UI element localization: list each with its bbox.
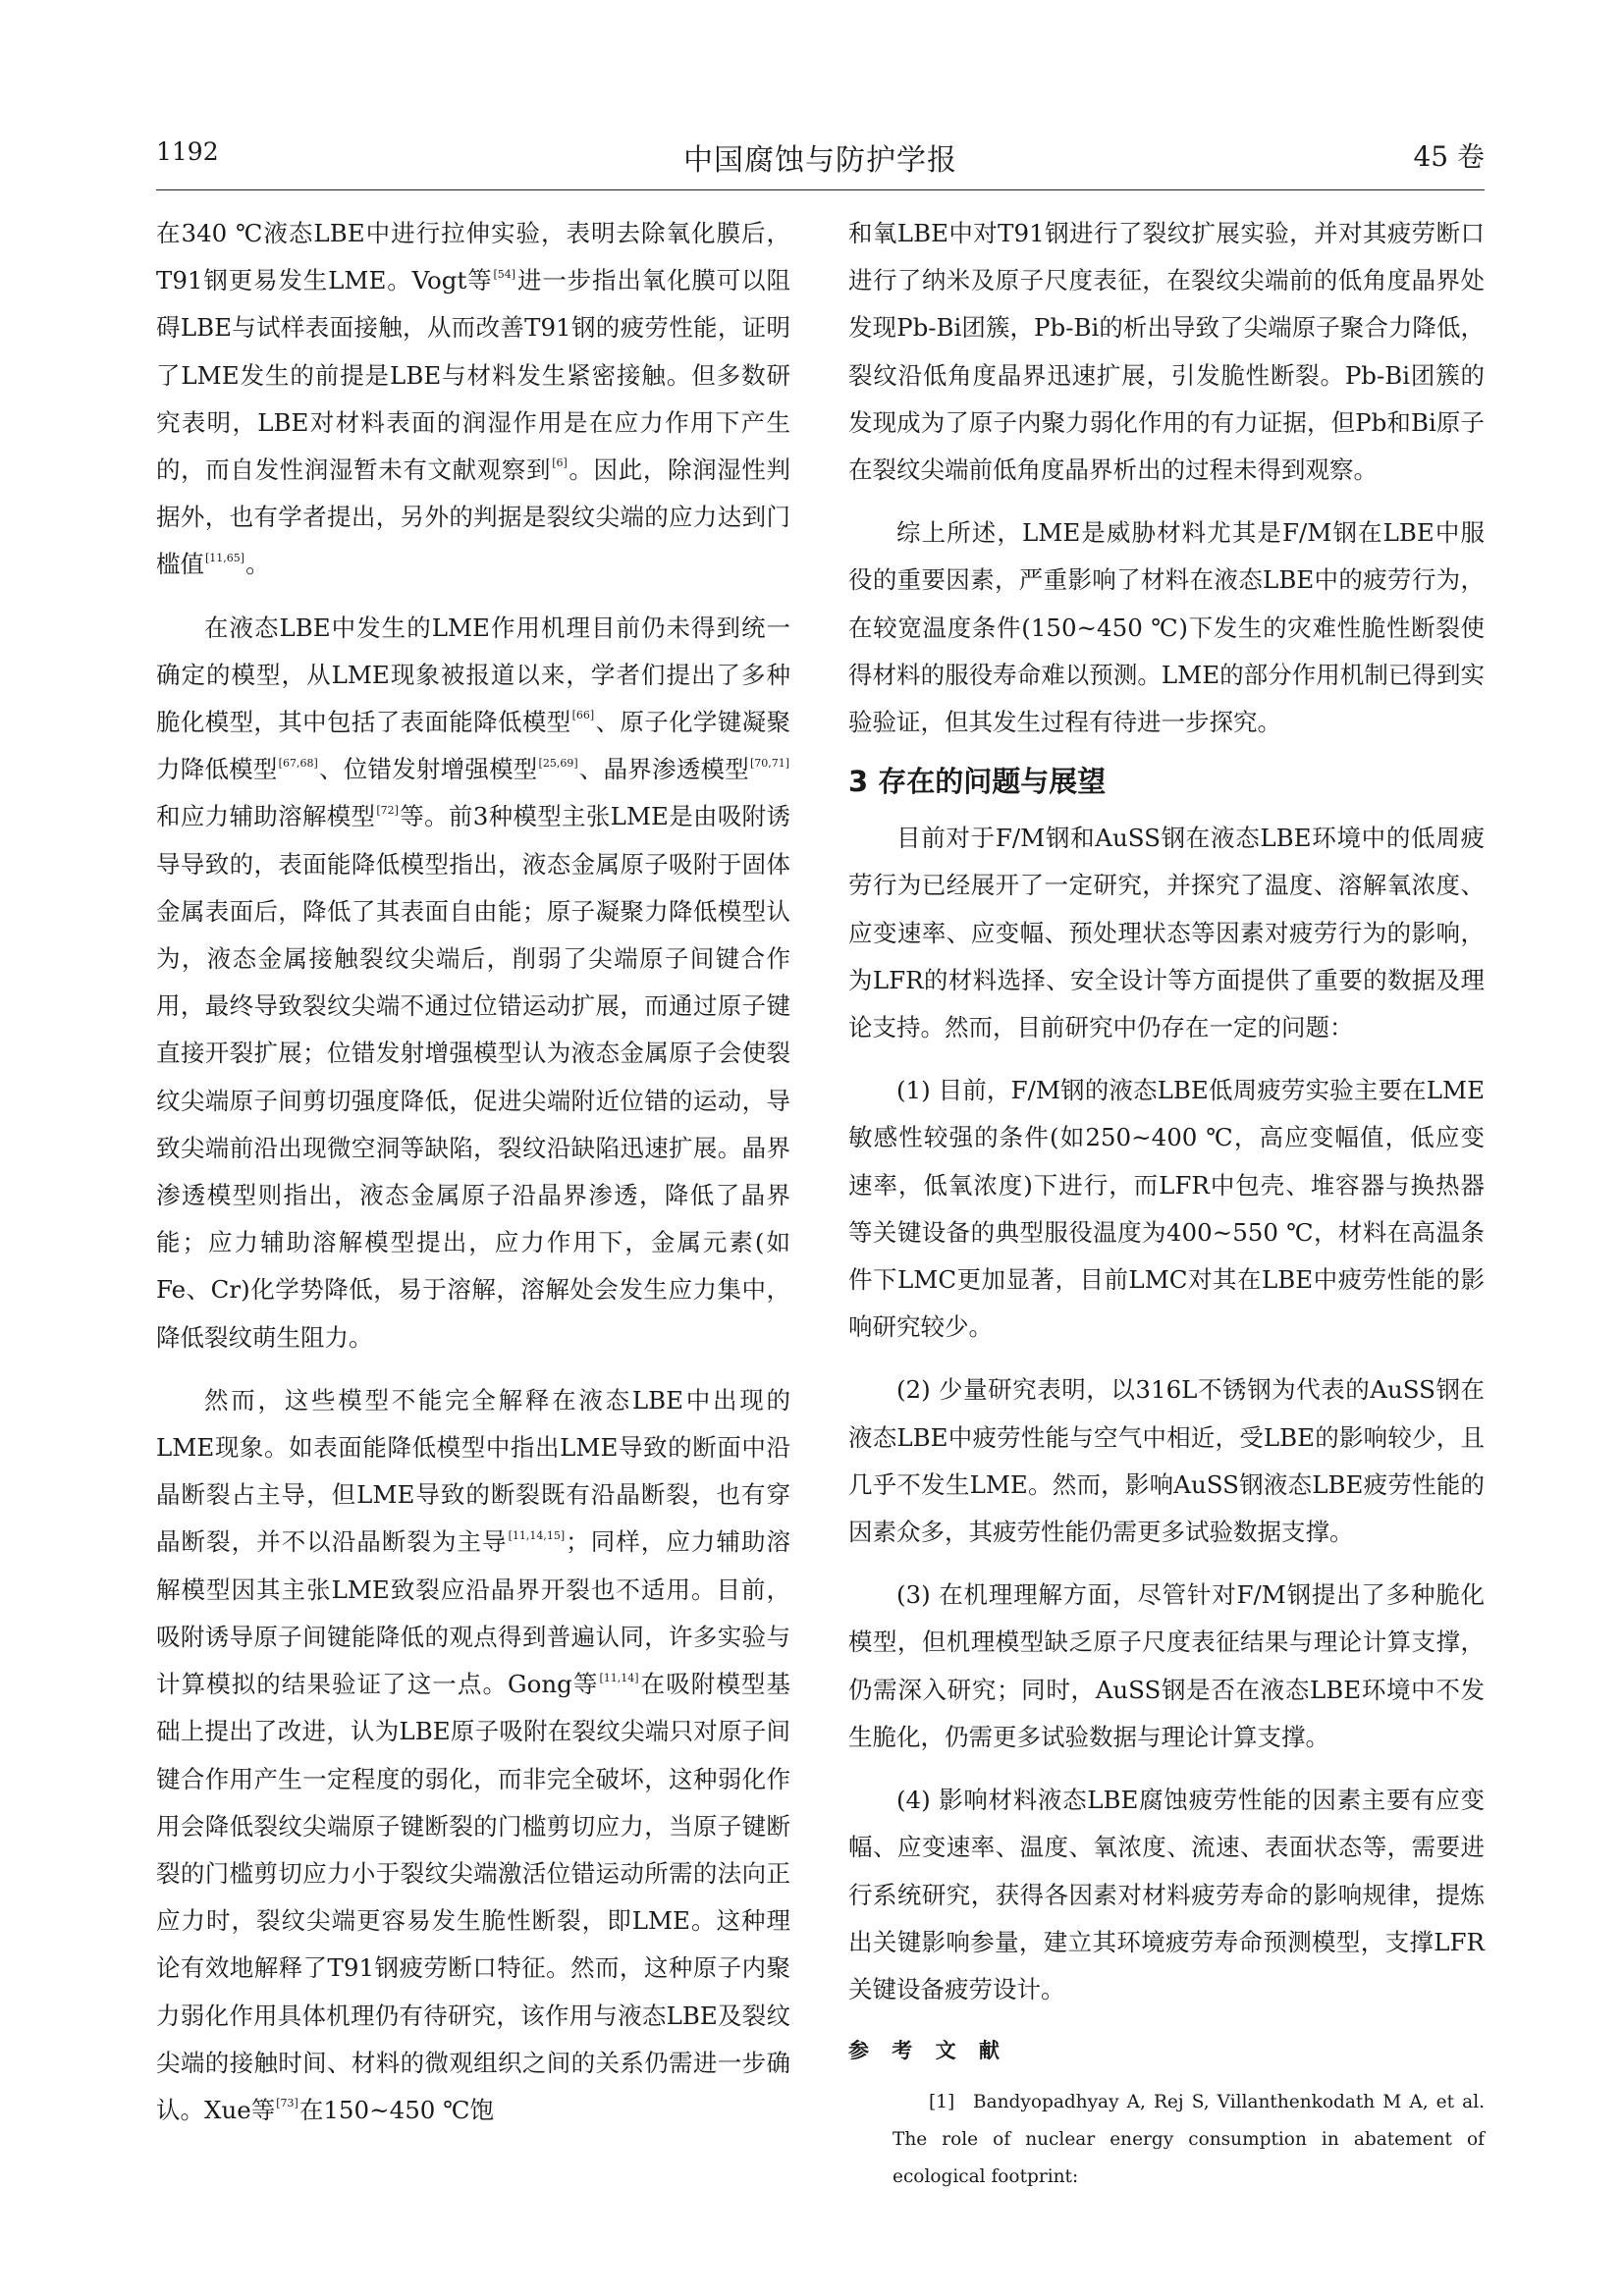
paragraph: 和氧LBE中对T91钢进行了裂纹扩展实验，并对其疲劳断口进行了纳米及原子尺度表征，在裂纹尖端前的低角度晶界处发现Pb-Bi团簇，Pb-Bi的析出导致了尖端原子聚合力降低，裂纹沿低角度晶界迅速扩展，引发脆性断裂。Pb-Bi团簇的发现成为了原子内聚力弱化作用的有力证据，但Pb和Bi原子在裂纹尖端前低角度晶界析出的过程未得到观察。 (848, 219, 1485, 485)
reference-number: [1] (929, 2092, 955, 2113)
paragraph: (2) 少量研究表明，以316L不锈钢为代表的AuSS钢在液态LBE中疲劳性能与空气中相近，受LBE的影响较少，且几乎不发生LME。然而，影响AuSS钢液态LBE疲劳性能的因素众多，其疲劳性能仍需更多试验数据支撑。 (848, 1375, 1485, 1547)
running-header (156, 133, 1485, 183)
citation: [66] (571, 709, 595, 722)
section-heading: 3 存在的问题与展望 (848, 765, 1107, 799)
citation: [54] (493, 267, 516, 281)
left-column (156, 210, 790, 2134)
header-rule (156, 189, 1485, 190)
references-heading: 参 考 文 献 (848, 2039, 1007, 2063)
paragraph: (4) 影响材料液态LBE腐蚀疲劳性能的因素主要有应变幅、应变速率、温度、氧浓度、流速、表面状态等，需要进行系统研究，获得各因素对材料疲劳寿命的影响规律，提炼出关键影响参量，建立其环境疲劳寿命预测模型，支撑LFR关键设备疲劳设计。 (848, 1786, 1485, 2003)
citation: [70,71] (749, 756, 790, 770)
citation: [72] (376, 803, 399, 817)
paragraph (156, 1377, 790, 2134)
paragraph (156, 605, 790, 1362)
citation: [11,65] (205, 551, 245, 564)
citation: [67,68] (278, 756, 318, 770)
paragraph: 综上所述，LME是威胁材料尤其是F/M钢在LBE中服役的重要因素，严重影响了材料在液态LBE中的疲劳行为，在较宽温度条件(150~450 ℃)下发生的灾难性脆性断裂使得材料的服役寿命难以预测。LME的部分作用机制已得到实验验证，但其发生过程有待进一步探究。 (848, 518, 1485, 737)
text-run: 进一步指出氧化膜可以阻碍LBE与试样表面接触，从而改善T91钢的疲劳性能，证明了LME发生的前提是LBE与材料发生紧密接触。但多数研究表明，LBE对材料表面的润湿作用是在应力作用下产生的，而自发性润湿暂未有文献观察到 (156, 266, 790, 485)
reference-text: Bandyopadhyay A, Rej S, Villanthenkodath M A, et al. The role of nuclear energy consumption in abatement of ecological footprint: (893, 2092, 1485, 2188)
citation: [73] (276, 2097, 298, 2110)
text-run: 在150~450 ℃饱 (298, 2095, 495, 2124)
citation: [6] (552, 456, 568, 470)
citation: [25,69] (538, 756, 578, 770)
text-run: 、原子化学键凝聚力降低模型 (156, 708, 791, 784)
paragraph (156, 210, 790, 589)
text-run: 然而，这些模型不能完全解释在液态LBE中出现的LME现象。如表面能降低模型中指出LME导致的断面中沿晶断裂占主导，但LME导致的断裂既有沿晶断裂，也有穿晶断裂，并不以沿晶断裂为主导 (156, 1385, 790, 1557)
text-run: 等。前3种模型主张LME是由吸附诱导导致的，表面能降低模型指出，液态金属原子吸附于固体金属表面后，降低了其表面自由能；原子凝聚力降低模型认为，液态金属接触裂纹尖端后，削弱了尖端原子间键合作用，最终导致裂纹尖端不通过位错运动扩展，而通过原子键直接开裂扩展；位错发射增强模型认为液态金属原子会使裂纹尖端原子间剪切强度降低，促进尖端附近位错的运动，导致尖端前沿出现微空洞等缺陷，裂纹沿缺陷迅速扩展。晶界渗透模型则指出，液态金属原子沿晶界渗透，降低了晶界能；应力辅助溶解模型提出，应力作用下，金属元素(如Fe、Cr)化学势降低，易于溶解，溶解处会发生应力集中，降低裂纹萌生阻力。 (156, 802, 791, 1352)
text-run: ；同样，应力辅助溶解模型因其主张LME致裂应沿晶界开裂也不适用。目前，吸附诱导原子间键能降低的观点得到普遍认同，许多实验与计算模拟的结果验证了这一点。Gong等 (156, 1527, 791, 1699)
text-run: 、位错发射增强模型 (318, 755, 538, 784)
journal-title: 中国腐蚀与防护学报 (683, 143, 957, 178)
text-run: 、晶界渗透模型 (578, 755, 749, 784)
right-column (848, 210, 1485, 2196)
text-run: 。因此，除润湿性判据外，也有学者提出，另外的判据是裂纹尖端的应力达到门槛值 (156, 455, 791, 579)
page-number: 1192 (156, 137, 219, 166)
reference-item (848, 2084, 1485, 2196)
text-run: 和应力辅助溶解模型 (156, 802, 376, 831)
text-run: 在液态LBE中发生的LME作用机理目前仍未得到统一确定的模型，从LME现象被报道以来，学者们提出了多种脆化模型，其中包括了表面能降低模型 (156, 613, 790, 737)
citation: [11,14] (599, 1671, 639, 1684)
text-run: 。 (245, 550, 270, 579)
paragraph: 目前对于F/M钢和AuSS钢在液态LBE环境中的低周疲劳行为已经展开了一定研究，并探究了温度、溶解氧浓度、应变速率、应变幅、预处理状态等因素对疲劳行为的影响，为LFR的材料选择、安全设计等方面提供了重要的数据及理论支持。然而，目前研究中仍存在一定的问题： (848, 824, 1485, 1042)
volume-label: 45 卷 (1413, 140, 1485, 173)
text-run: 在吸附模型基础上提出了改进，认为LBE原子吸附在裂纹尖端只对原子间键合作用产生一定程度的弱化，而非完全破坏，这种弱化作用会降低裂纹尖端原子键断裂的门槛剪切应力，当原子键断裂的门槛剪切应力小于裂纹尖端激活位错运动所需的法向正应力时，裂纹尖端更容易发生脆性断裂，即LME。这种理论有效地解释了T91钢疲劳断口特征。然而，这种原子内聚力弱化作用具体机理仍有待研究，该作用与液态LBE及裂纹尖端的接触时间、材料的微观组织之间的关系仍需进一步确认。Xue等 (156, 1670, 790, 2124)
paragraph: (1) 目前，F/M钢的液态LBE低周疲劳实验主要在LME敏感性较强的条件(如250~400 ℃，高应变幅值，低应变速率，低氧浓度)下进行，而LFR中包壳、堆容器与换热器等关键设备的典型服役温度为400~550 ℃，材料在高温条件下LMC更加显著，目前LMC对其在LBE中疲劳性能的影响研究较少。 (848, 1076, 1485, 1342)
citation: [11,14,15] (508, 1528, 566, 1542)
text-run: 在340 ℃液态LBE中进行拉伸实验，表明去除氧化膜后，T91钢更易发生LME。Vogt等 (156, 219, 790, 295)
paragraph: (3) 在机理理解方面，尽管针对F/M钢提出了多种脆化模型，但机理模型缺乏原子尺度表征结果与理论计算支撑，仍需深入研究；同时，AuSS钢是否在液态LBE环境中不发生脆化，仍需更多试验数据与理论计算支撑。 (848, 1580, 1485, 1751)
